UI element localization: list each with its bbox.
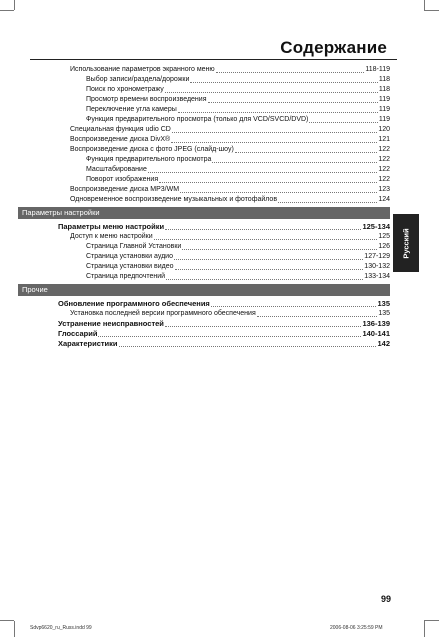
toc-entry-page: 119 — [378, 106, 390, 113]
toc-entry-label: Обновление программного обеспечения — [58, 299, 210, 308]
dot-leader — [98, 330, 361, 337]
dot-leader — [208, 96, 378, 103]
section-rule — [18, 218, 390, 219]
toc-entry-page: 135 — [377, 299, 390, 308]
dot-leader — [235, 146, 378, 153]
crop-mark — [424, 10, 439, 11]
toc-entry-page: 124 — [378, 196, 390, 203]
toc-entry[interactable] — [70, 185, 390, 194]
toc-entry[interactable] — [86, 165, 390, 174]
dot-leader — [180, 186, 377, 193]
toc-entry-page: 135 — [378, 310, 390, 317]
toc-entry-page: 136-139 — [362, 319, 390, 328]
toc-entry[interactable] — [70, 232, 390, 241]
toc-entry-page: 140-141 — [362, 329, 390, 338]
toc-entry-label: Страница Главной Установки — [86, 243, 182, 250]
dot-leader — [211, 300, 377, 307]
toc-entry-page: 121 — [378, 136, 390, 143]
footer-file: Sdvp6620_ru_Russ.indd 99 — [30, 625, 92, 631]
toc-entry[interactable] — [86, 252, 390, 261]
dot-leader — [159, 176, 377, 183]
crop-mark — [0, 10, 14, 11]
toc-entry[interactable] — [86, 242, 390, 251]
toc-entry-label: Воспроизведение диска с фото JPEG (слайд-шоу) — [70, 146, 234, 153]
dot-leader — [182, 243, 377, 250]
toc-entry-label: Выбор записи/раздела/дорожки — [86, 76, 190, 83]
toc-entry[interactable] — [70, 135, 390, 144]
toc-entry-label: Функция предварительного просмотра — [86, 156, 212, 163]
crop-mark — [424, 0, 425, 10]
toc-entry-page: 122 — [378, 176, 390, 183]
dot-leader — [148, 166, 377, 173]
toc-entry[interactable] — [70, 309, 390, 318]
toc-entry-label: Функция предварительного просмотра (только для VCD/SVCD/DVD) — [86, 116, 309, 123]
section-rule — [18, 295, 390, 296]
dot-leader — [190, 76, 377, 83]
toc-entry[interactable] — [86, 272, 390, 281]
toc-entry[interactable] — [58, 339, 390, 348]
dot-leader — [178, 106, 378, 113]
toc-entry-label: Страница предпочтений — [86, 273, 166, 280]
toc-entry[interactable] — [70, 145, 390, 154]
language-tab-label: Русский — [401, 227, 411, 259]
toc-entry[interactable] — [58, 222, 390, 231]
dot-leader — [309, 116, 377, 123]
crop-mark — [14, 0, 15, 10]
toc-entry-label: Страница установки аудио — [86, 253, 173, 260]
dot-leader — [257, 310, 378, 317]
title-rule — [30, 59, 397, 60]
toc-entry[interactable] — [70, 65, 390, 74]
toc-entry-page: 119 — [378, 116, 390, 123]
page-number: 99 — [380, 594, 391, 604]
dot-leader — [175, 263, 364, 270]
toc-entry-page: 127-129 — [364, 253, 390, 260]
toc-entry-label: Страница установки видео — [86, 263, 174, 270]
toc-entry-page: 142 — [377, 339, 390, 348]
toc-entry[interactable] — [58, 299, 390, 308]
toc-entry-label: Параметры меню настройки — [58, 222, 165, 231]
dot-leader — [216, 66, 365, 73]
dot-leader — [278, 196, 377, 203]
dot-leader — [174, 253, 363, 260]
section-header-settings: Параметры настройки — [18, 207, 390, 218]
toc-entry-page: 125-134 — [362, 222, 390, 231]
toc-entry-page: 118-119 — [365, 66, 390, 73]
dot-leader — [119, 340, 377, 347]
toc-entry-label: Поворот изображения — [86, 176, 159, 183]
toc-entry-label: Глоссарий — [58, 329, 98, 338]
toc-entry[interactable] — [58, 319, 390, 328]
dot-leader — [165, 223, 361, 230]
toc-entry-label: Воспроизведение диска MP3/WM — [70, 186, 180, 193]
toc-entry[interactable] — [70, 195, 390, 204]
toc-entry-page: 120 — [378, 126, 390, 133]
toc-entry-label: Воспроизведение диска DivX® — [70, 136, 171, 143]
toc-entry[interactable] — [86, 105, 390, 114]
toc-entry-page: 126 — [378, 243, 390, 250]
toc-entry[interactable] — [58, 329, 390, 338]
dot-leader — [172, 126, 377, 133]
toc-entry[interactable] — [86, 175, 390, 184]
toc-entry[interactable] — [86, 115, 390, 124]
toc-entry-page: 123 — [378, 186, 390, 193]
toc-entry[interactable] — [86, 85, 390, 94]
language-tab — [393, 214, 419, 272]
toc-entry[interactable] — [86, 155, 390, 164]
toc-entry-label: Поиск по хронометражу — [86, 86, 164, 93]
toc-entry-page: 122 — [378, 156, 390, 163]
crop-mark — [0, 620, 14, 621]
dot-leader — [154, 233, 378, 240]
crop-mark — [14, 621, 15, 637]
toc-entry-label: Переключение угла камеры — [86, 106, 177, 113]
toc-entry-page: 119 — [378, 96, 390, 103]
section-header-other: Прочие — [18, 284, 390, 295]
toc-entry-page: 122 — [378, 166, 390, 173]
dot-leader — [165, 320, 362, 327]
toc-entry[interactable] — [86, 95, 390, 104]
toc-entry-label: Одновременное воспроизведение музыкальных и фотофайлов — [70, 196, 278, 203]
dot-leader — [212, 156, 377, 163]
toc-entry-page: 118 — [378, 86, 390, 93]
toc-entry-page: 122 — [378, 146, 390, 153]
dot-leader — [165, 86, 378, 93]
dot-leader — [171, 136, 377, 143]
toc-entry-label: Специальная функция udio CD — [70, 126, 171, 133]
crop-mark — [424, 620, 439, 621]
dot-leader — [166, 273, 363, 280]
toc-entry[interactable] — [70, 125, 390, 134]
toc-entry[interactable] — [86, 262, 390, 271]
toc-entry-label: Масштабирование — [86, 166, 147, 173]
toc-entry-label: Использование параметров экранного меню — [70, 66, 215, 73]
toc-entry-label: Просмотр времени воспроизведения — [86, 96, 207, 103]
toc-entry-page: 125 — [378, 233, 390, 240]
footer-timestamp: 2006-08-06 3:25:59 PM — [330, 625, 383, 631]
toc-entry[interactable] — [86, 75, 390, 84]
toc-entry-label: Установка последней версии программного обеспечения — [70, 310, 256, 317]
toc-entry-page: 133-134 — [364, 273, 390, 280]
toc-entry-label: Устранение неисправностей — [58, 319, 164, 328]
toc-entry-label: Характеристики — [58, 339, 118, 348]
toc-entry-page: 118 — [378, 76, 390, 83]
toc-entry-label: Доступ к меню настройки — [70, 233, 153, 240]
crop-mark — [424, 621, 425, 637]
toc-entry-page: 130-132 — [364, 263, 390, 270]
page-title: Содержание — [280, 38, 387, 57]
